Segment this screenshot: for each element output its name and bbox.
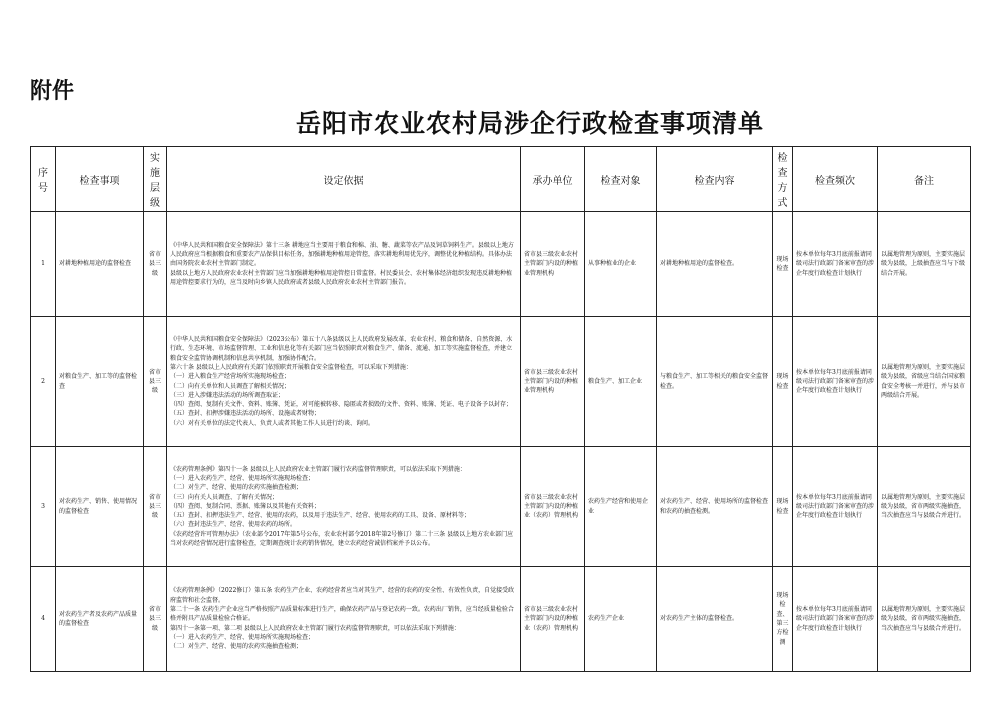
row-remarks: 以属地管理为原则，主要实施层级为县级，省市两级实施抽查，当次抽查应当与县级合并进行。 — [878, 567, 971, 672]
row-level: 省市县三级 — [144, 317, 167, 447]
row-frequency: 按本单位每年3月底前报请同级司法行政部门备案审查的涉企年度行政检查计划执行 — [793, 447, 878, 567]
header-frequency: 检查频次 — [793, 147, 878, 212]
row-target: 农药生产经营和使用企业 — [585, 447, 657, 567]
header-method: 检查方式 — [773, 147, 793, 212]
row-unit: 省市县三级农业农村主管部门内设的种植业管理机构 — [521, 317, 585, 447]
row-level: 省市县三级 — [144, 567, 167, 672]
table-row — [31, 317, 971, 447]
row-item: 对农药生产者及农药产品质量的监督检查 — [56, 567, 144, 672]
row-basis: 《中华人民共和国粮食安全保障法》（2023公布）第五十八条县级以上人民政府发展改革、农业农村、粮食和储备、自然资源、水行政、生态环境、市场监督管理、工业和信息化等有关部门应当依照职责对粮食生产、储备、流通、加工等实施监督检查，并建立粮食安全监管协调机制和信息共享机制，加强协作配合。 第六十条 县级以上人民政府有关部门依照职责开展粮食安全监督检查，可以采取下列措施： （一）进入粮食生产经营场所实施现场检查； （二）向有关单位和人员调查了解相关情况； （三）进入涉嫌违法活动的场所调查取证； （四）查阅、复制有关文件、资料、账簿、凭证，对可能被转移、隐匿或者损毁的文件、资料、账簿、凭证、电子设备予以封存； （五）查封、扣押涉嫌违法活动的场所、设施或者财物； （六）对有关单位的法定代表人、负责人或者其他工作人员进行约谈、询问。 — [167, 317, 521, 447]
header-basis: 设定依据 — [167, 147, 521, 212]
row-method: 现场检查 — [773, 212, 793, 317]
table-row — [31, 447, 971, 567]
row-frequency: 按本单位每年3月底前报请同级司法行政部门备案审查的涉企年度行政检查计划执行 — [793, 212, 878, 317]
table-row — [31, 212, 971, 317]
row-target: 农药生产企业 — [585, 567, 657, 672]
header-content: 检查内容 — [657, 147, 773, 212]
row-remarks: 以属地管理为原则，主要实施层级为县级，省级应当结合国家粮食安全考核一并进行，并与县市两级结合开展。 — [878, 317, 971, 447]
row-item: 对耕地种植用途的监督检查 — [56, 212, 144, 317]
header-remarks: 备注 — [878, 147, 971, 212]
row-unit: 省市县三级农业农村主管部门内设的种植业管理机构 — [521, 212, 585, 317]
row-remarks: 以属地管理为原则，主要实施层级为县级，省市两级实施抽查，当次抽查应当与县级合并进行。 — [878, 447, 971, 567]
row-no: 1 — [31, 212, 56, 317]
table-row — [31, 567, 971, 672]
row-content: 对农药生产、经营、使用场所的监督检查和农药的抽查检测。 — [657, 447, 773, 567]
row-target: 从事种植业的企业 — [585, 212, 657, 317]
row-content: 对耕地种植用途的监督检查。 — [657, 212, 773, 317]
row-frequency: 按本单位每年3月底前报请同级司法行政部门备案审查的涉企年度行政检查计划执行 — [793, 567, 878, 672]
row-method: 现场检查 — [773, 317, 793, 447]
row-no: 4 — [31, 567, 56, 672]
document-title: 岳阳市农业农村局涉企行政检查事项清单 — [295, 109, 764, 138]
table-header-row — [31, 147, 971, 212]
header-level: 实施层级 — [144, 147, 167, 212]
row-content: 与粮食生产、加工等相关的粮食安全监督检查。 — [657, 317, 773, 447]
row-target: 粮食生产、加工企业 — [585, 317, 657, 447]
row-content: 对农药生产主体的监督检查。 — [657, 567, 773, 672]
row-method: 现场检查 — [773, 447, 793, 567]
row-level: 省市县三级 — [144, 447, 167, 567]
row-basis: 《农药管理条例》（2022修订）第五条 农药生产企业、农药经营者应当对其生产、经营的农药的安全性、有效性负责，自觉接受政府监管和社会监督。 第二十一条 农药生产企业应当严格按照产品质量标准进行生产，确保农药产品与登记农药一致。农药出厂销售，应当经质量检验合格并附具产品质量检验合格证。 第四十一条第一项、第二项 县级以上人民政府农业主管部门履行农药监督管理职责，可以依法采取下列措施： （一）进入农药生产、经营、使用场所实施现场检查； （二）对生产、经营、使用的农药实施抽查检测； — [167, 567, 521, 672]
row-method: 现场检查、第三方检测 — [773, 567, 793, 672]
inspection-table — [30, 146, 971, 672]
row-unit: 省市县三级农业农村主管部门内设的种植业（农药）管理机构 — [521, 567, 585, 672]
attachment-label: 附件 — [30, 79, 75, 104]
header-target: 检查对象 — [585, 147, 657, 212]
header-no: 序号 — [31, 147, 56, 212]
row-no: 3 — [31, 447, 56, 567]
row-unit: 省市县三级农业农村主管部门内设的种植业（农药）管理机构 — [521, 447, 585, 567]
row-item: 对农药生产、销售、使用情况的监督检查 — [56, 447, 144, 567]
header-item: 检查事项 — [56, 147, 144, 212]
row-level: 省市县三级 — [144, 212, 167, 317]
row-frequency: 按本单位每年3月底前报请同级司法行政部门备案审查的涉企年度行政检查计划执行 — [793, 317, 878, 447]
row-remarks: 以属地管理为原则，主要实施层级为县级，上级抽查应当与下级结合开展。 — [878, 212, 971, 317]
row-basis: 《农药管理条例》第四十一条 县级以上人民政府农业主管部门履行农药监督管理职责，可以依法采取下列措施： （一）进入农药生产、经营、使用场所实施现场检查； （二）对生产、经营、使用的农药实施抽查检测； （三）向有关人员调查、了解有关情况； （四）查阅、复制合同、票据、账簿以及其他有关资料； （五）查封、扣押违法生产、经营、使用的农药，以及用于违法生产、经营、使用农药的工具、设备、原材料等； （六）查封违法生产、经营、使用农药的场所。 《农药经营许可管理办法》（农业部令2017年第5号公布，农业农村部令2018年第2号修订）第二十三条 县级以上地方农业部门应当对农药经营情况进行监督检查，定期调查统计农药销售情况，建立农药经营诚信档案并予以公布。 — [167, 447, 521, 567]
row-basis: 《中华人民共和国粮食安全保障法》第十三条 耕地应当主要用于粮食和棉、油、糖、蔬菜等农产品及饲草饲料生产。县级以上地方人民政府应当根据粮食和重要农产品保供目标任务，加强耕地种植用途管控，落实耕地利用优先序，调整优化种植结构。具体办法由国务院农业农村主管部门制定。 县级以上地方人民政府农业农村主管部门应当加强耕地种植用途管控日常监督。村民委员会、农村集体经济组织发现违反耕地种植用途管控要求行为的，应当及时向乡镇人民政府或者县级人民政府农业农村主管部门报告。 — [167, 212, 521, 317]
row-no: 2 — [31, 317, 56, 447]
row-item: 对粮食生产、加工等的监督检查 — [56, 317, 144, 447]
header-unit: 承办单位 — [521, 147, 585, 212]
